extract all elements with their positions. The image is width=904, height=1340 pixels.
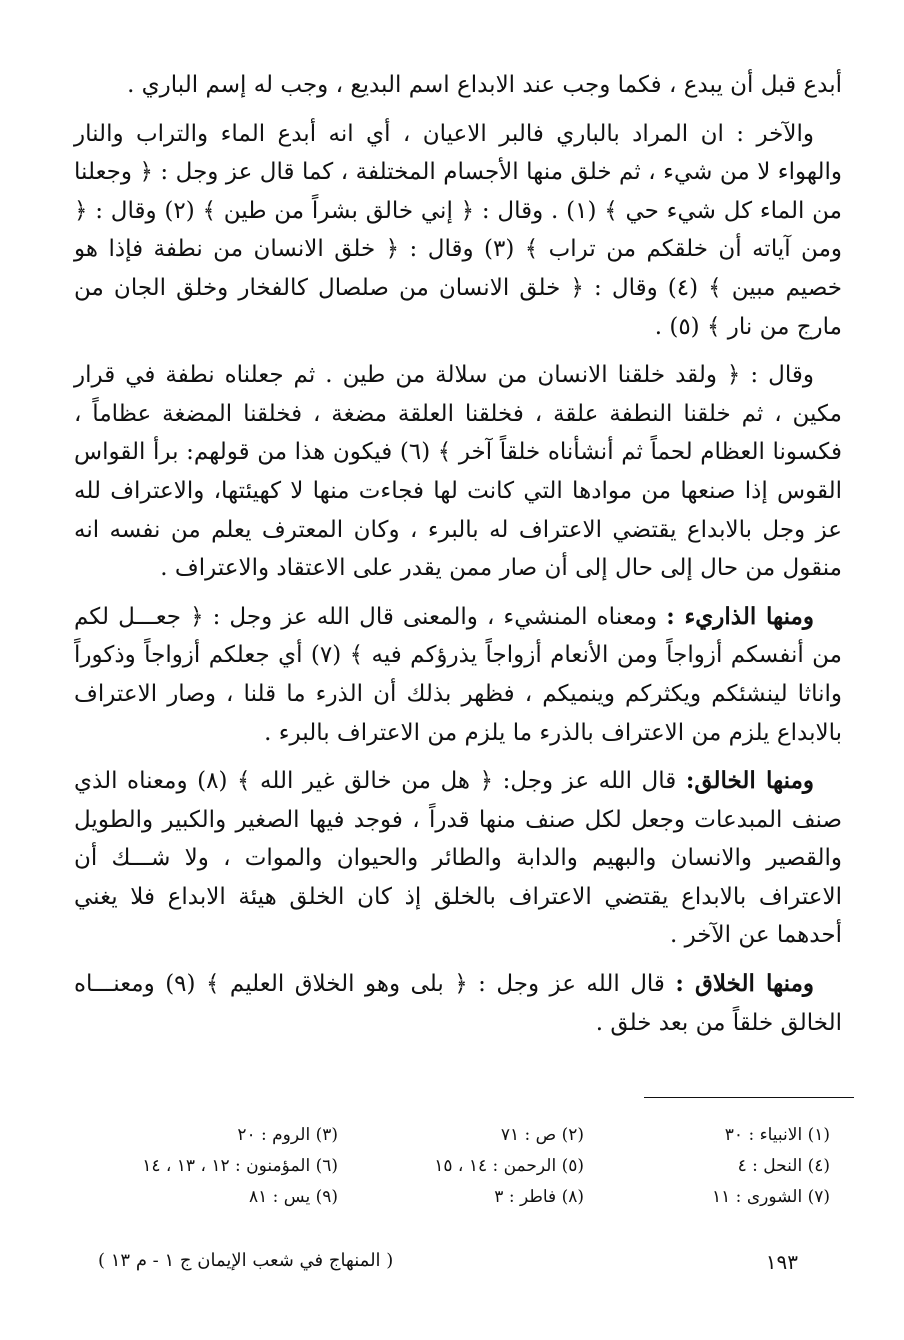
paragraph <box>74 965 842 1042</box>
footnote: (٣) الروم : ٢٠ <box>237 1125 338 1145</box>
footnote: (١) الانبياء : ٣٠ <box>724 1125 830 1145</box>
footnote: (٧) الشورى : ١١ <box>712 1187 830 1207</box>
page-footer <box>98 1250 798 1274</box>
footnote: (٩) يس : ٨١ <box>248 1187 338 1207</box>
paragraph <box>74 356 842 588</box>
footnote: (٤) النحل : ٤ <box>737 1156 830 1176</box>
paragraph-text: وقال : ﴿ ولقد خلقنا الانسان من سلالة من طين . ثم جعلناه نطفة في قرار مكين ، ثم خلقنا النطفة علقة ، فخلقنا العلقة مضغة ، فخلقنا المضغة عظاماً ، فكسونا العظام لحماً ثم أنشأناه خلقاً آخر ﴾ (٦) فيكون هذا من قولهم: برأ القواس القوس إذا صنعها من موادها التي كانت لها فجاءت منها لا كهيئتها، والاعتراف لله عز وجل بالابداع يقتضي الاعتراف له بالبرء ، وكان المعترف يعلم من نفسه انه منقول من حال إلى حال إلى أن صار ممن يقدر على الاعتقاد والاعتراف . <box>74 362 842 582</box>
paragraph <box>74 598 842 752</box>
paragraph <box>74 762 842 955</box>
footnote-row <box>90 1120 830 1151</box>
paragraph-text: أبدع قبل أن يبدع ، فكما وجب عند الابداع اسم البديع ، وجب له إسم الباري . <box>127 72 842 98</box>
paragraph-text: ومعناه المنشيء ، والمعنى قال الله عز وجل : ﴿ جعـــل لكم من أنفسكم أزواجاً ومن الأنعام أزواجاً يذرؤكم فيه ﴾ (٧) أي جعلكم أزواجاً وذكوراً واناثا لينشئكم ويكثركم وينميكم ، فظهر بذلك أن الذرء ما قلنا ، وصار الاعتراف بالابداع يلزم من الاعتراف بالذرء ما يلزم من الاعتراف بالبرء . <box>74 603 842 746</box>
footnote-divider <box>644 1097 854 1098</box>
footnote-row <box>90 1151 830 1182</box>
footnotes <box>90 1120 830 1213</box>
section-term: ومنها الخلاق : <box>675 970 814 998</box>
section-term: ومنها الذاريء : <box>666 602 814 630</box>
footnote: (٥) الرحمن : ١٤ ، ١٥ <box>434 1156 584 1176</box>
footnote: (٨) فاطر : ٣ <box>494 1187 584 1207</box>
footnote: (٢) ص : ٧١ <box>500 1125 584 1145</box>
footnote: (٦) المؤمنون : ١٢ ، ١٣ ، ١٤ <box>142 1156 338 1176</box>
paragraph-text: قال الله عز وجل: ﴿ هل من خالق غير الله ﴾ (٨) ومعناه الذي صنف المبدعات وجعل لكل صنف منها قدراً ، فوجد فيها الصغير والكبير والطويل والقصير والانسان والبهيم والدابة والطائر والحيوان والموات ، ولا شـــك أن الاعتراف بالابداع يقتضي الاعتراف بالخلق إذ كان الخلق هيئة الابداع فلا يغني أحدهما عن الآخر . <box>74 768 842 949</box>
page-number: ١٩٣ <box>765 1250 798 1274</box>
footnote-row <box>90 1182 830 1213</box>
paragraph <box>74 115 842 347</box>
body-text <box>74 66 842 1052</box>
paragraph <box>74 66 842 105</box>
section-term: ومنها الخالق: <box>685 767 815 795</box>
paragraph-text: والآخر : ان المراد بالباري فالبر الاعيان ، أي انه أبدع الماء والتراب والنار والهواء لا من شيء ، ثم خلق منها الأجسام المختلفة ، كما قال عز وجل : ﴿ وجعلنا من الماء كل شيء حي ﴾ (١) . وقال : ﴿ إني خالق بشراً من طين ﴾ (٢) وقال : ﴿ ومن آياته أن خلقكم من تراب ﴾ (٣) وقال : ﴿ خلق الانسان من نطفة فإذا هو خصيم مبين ﴾ (٤) وقال : ﴿ خلق الانسان من صلصال كالفخار وخلق الجان من مارج من نار ﴾ (٥) . <box>74 120 842 340</box>
paragraph-text: قال الله عز وجل : ﴿ بلى وهو الخلاق العليم ﴾ (٩) ومعنـــاه الخالق خلقاً من بعد خلق . <box>74 971 842 1036</box>
book-reference: ( المنهاج في شعب الإيمان ج ١ - م ١٣ ) <box>98 1250 394 1271</box>
